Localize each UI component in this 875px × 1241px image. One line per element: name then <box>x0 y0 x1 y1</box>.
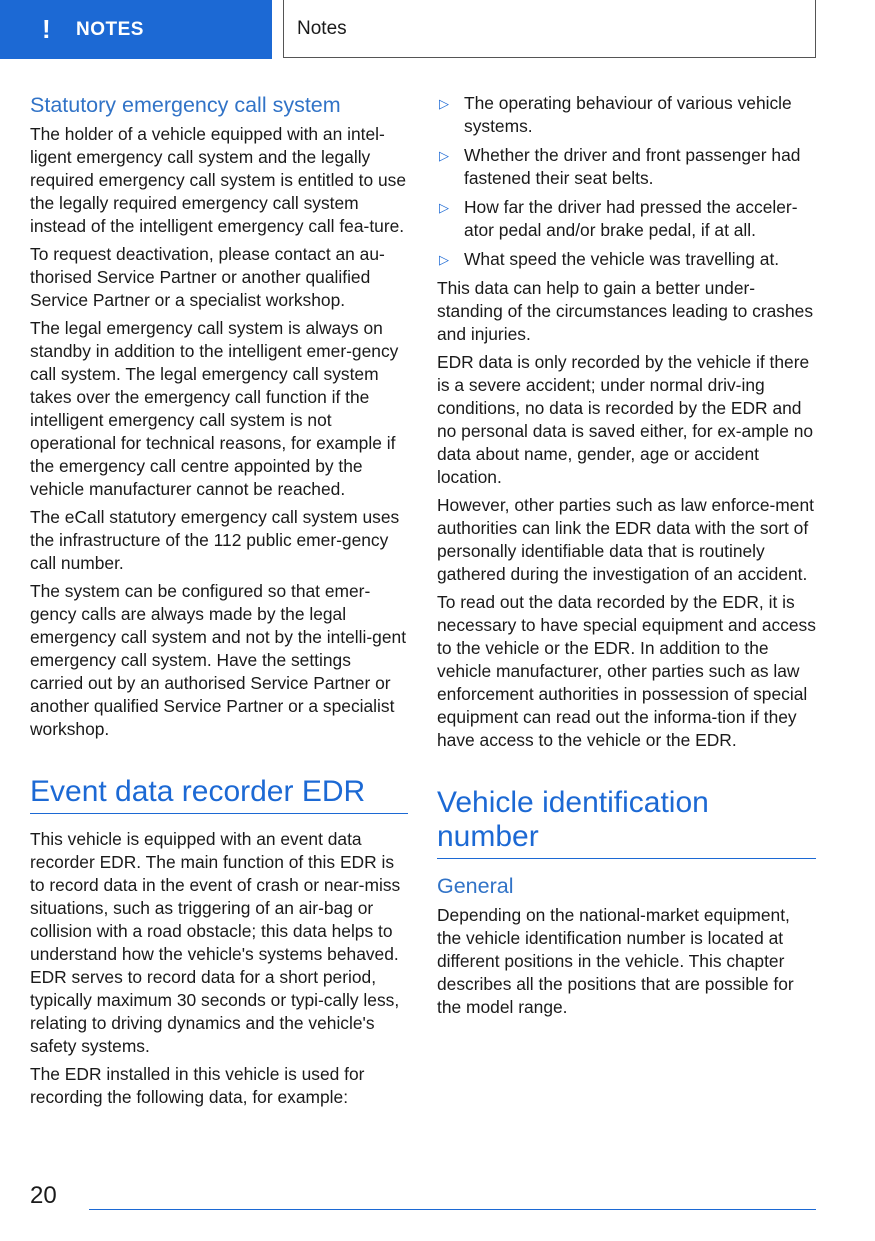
chapter-title-box <box>283 0 816 58</box>
section-tab <box>0 0 272 59</box>
list-item-text: What speed the vehicle was travelling at. <box>464 249 780 269</box>
edr-heading-block <box>30 775 408 814</box>
paragraph: The eCall statutory emergency call system uses the infrastructure of the 112 public emer-gency call number. <box>30 507 400 573</box>
exclamation-icon: ! <box>42 14 51 44</box>
paragraph: To request deactivation, please contact an au-thorised Service Partner or another qualified Service Partner or a specialist workshop. <box>30 244 385 310</box>
page-number: 20 <box>30 1182 57 1209</box>
paragraph: Depending on the national-market equipment, the vehicle identification number is located at different positions in the vehicle. This chapter describes all the positions that are possible for the model range. <box>437 905 794 1017</box>
triangle-bullet-icon: ▷ <box>439 148 449 163</box>
list-item-text: The operating behaviour of various vehicle systems. <box>464 93 792 136</box>
vin-heading-block <box>437 786 816 859</box>
chapter-title: Notes <box>297 17 347 39</box>
right-column <box>437 92 816 1024</box>
edr-heading: Event data recorder EDR <box>30 775 366 808</box>
triangle-bullet-icon: ▷ <box>439 96 449 111</box>
statutory-emergency-call-heading: Statutory emergency call system <box>30 93 341 117</box>
list-item <box>437 248 816 271</box>
list-item-text: Whether the driver and front passenger had fastened their seat belts. <box>464 145 801 188</box>
paragraph: This vehicle is equipped with an event data recorder EDR. The main function of this EDR is to record data in the event of crash or near-miss situations, such as triggering of an air-bag or collision with a road obstacle; this data helps to understand how the vehicle's systems behaved. EDR serves to record data for a short period, typically maximum 30 seconds or typi-cally less, relating to driving dynamics and the vehicle's safety systems. <box>30 829 401 1056</box>
paragraph: The legal emergency call system is always on standby in addition to the intelligent emer-gency call system. The legal emergency call system takes over the emergency call function if the intelligent emergency call system is not operational for technical reasons, for example if the emergency call centre appointed by the vehicle manufacturer cannot be reached. <box>30 318 399 499</box>
paragraph: The system can be configured so that emer-gency calls are always made by the legal emergency call system and not by the intelli-gent emergency call system. Have the settings carried out by an authorised Service Partner or another qualified Service Partner or a specialist workshop. <box>30 581 407 739</box>
vin-heading: Vehicle identification number <box>437 786 709 853</box>
triangle-bullet-icon: ▷ <box>439 200 449 215</box>
paragraph: The holder of a vehicle equipped with an intel-ligent emergency call system and the legally required emergency call system is entitled to use the legally required emergency call system instead of the intelligent emergency call fea-ture. <box>30 124 407 236</box>
paragraph: EDR data is only recorded by the vehicle if there is a severe accident; under normal driv-ing conditions, no data is recorded by the EDR and no personal data is saved either, for ex-ample no data about name, gender, age or accident location. <box>437 352 814 487</box>
general-heading: General <box>437 874 514 898</box>
list-item-text: How far the driver had pressed the acceler-ator pedal and/or brake pedal, if at all. <box>464 197 798 240</box>
paragraph: The EDR installed in this vehicle is used for recording the following data, for example: <box>30 1064 365 1107</box>
list-item <box>437 144 816 190</box>
paragraph: However, other parties such as law enforce-ment authorities can link the EDR data with the sort of personally identifiable data that is routinely gathered during the investigation of an accident. <box>437 495 814 584</box>
list-item <box>437 196 816 242</box>
footer-divider <box>89 1209 816 1210</box>
paragraph: To read out the data recorded by the EDR, it is necessary to have special equipment and access to the vehicle or the EDR. In addition to the vehicle manufacturer, other parties such as law enforcement authorities in possession of special equipment can read out the informa-tion if they have access to the vehicle or the EDR. <box>437 592 816 750</box>
section-label: NOTES <box>76 18 144 40</box>
left-column <box>30 92 408 1114</box>
paragraph: This data can help to gain a better under-standing of the circumstances leading to crashes and injuries. <box>437 278 814 344</box>
edr-data-list <box>437 92 816 271</box>
triangle-bullet-icon: ▷ <box>439 252 449 267</box>
list-item <box>437 92 816 138</box>
